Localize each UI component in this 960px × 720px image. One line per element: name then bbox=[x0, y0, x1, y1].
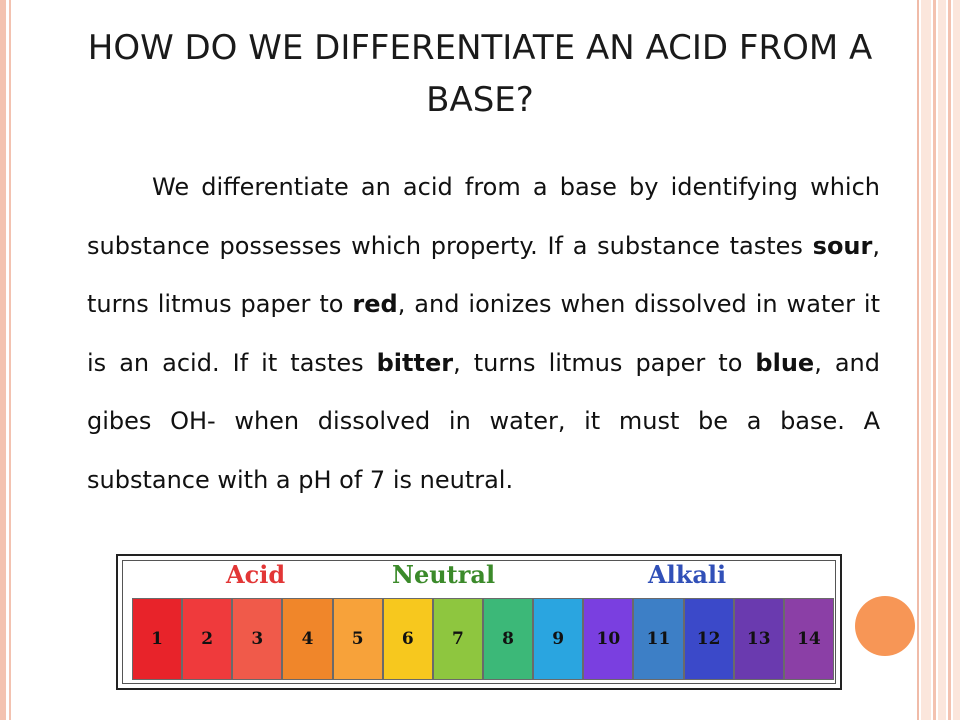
right-border-stripe bbox=[938, 0, 946, 720]
ph-cell-8: 8 bbox=[483, 598, 533, 680]
acid-label: Acid bbox=[226, 560, 286, 589]
ph-cell-14: 14 bbox=[784, 598, 834, 680]
right-border-stripe bbox=[953, 0, 960, 720]
emphasized-term: sour bbox=[812, 231, 873, 260]
ph-scale-image bbox=[116, 554, 842, 690]
ph-cell-3: 3 bbox=[232, 598, 282, 680]
emphasized-term: blue bbox=[755, 348, 815, 377]
right-border-stripe bbox=[933, 0, 936, 720]
ph-cell-12: 12 bbox=[684, 598, 734, 680]
right-border-stripe bbox=[948, 0, 951, 720]
ph-cell-11: 11 bbox=[633, 598, 683, 680]
alkali-label: Alkali bbox=[648, 560, 727, 589]
right-border-stripe bbox=[917, 0, 919, 720]
ph-cell-4: 4 bbox=[282, 598, 332, 680]
emphasized-term: bitter bbox=[376, 348, 454, 377]
ph-cell-6: 6 bbox=[383, 598, 433, 680]
ph-cell-13: 13 bbox=[734, 598, 784, 680]
left-border-stripe bbox=[0, 0, 6, 720]
left-border-stripe-thin bbox=[9, 0, 11, 720]
paragraph-text-run: , turns litmus paper to bbox=[87, 231, 880, 318]
paragraph-text-run: , and ionizes when dissolved in water it is an acid. If it tastes bbox=[87, 290, 880, 377]
slide-body-paragraph bbox=[87, 158, 880, 509]
ph-scale-bar bbox=[132, 598, 834, 680]
ph-cell-9: 9 bbox=[533, 598, 583, 680]
emphasized-term: red bbox=[352, 290, 398, 318]
paragraph-text-run: , and gibes OH- when dissolved in water, it must be a base. A substance with a pH of 7 is neutral. bbox=[87, 348, 880, 494]
ph-cell-2: 2 bbox=[182, 598, 232, 680]
right-border-stripe bbox=[921, 0, 931, 720]
ph-cell-10: 10 bbox=[583, 598, 633, 680]
neutral-label: Neutral bbox=[392, 560, 496, 589]
ph-cell-1: 1 bbox=[132, 598, 182, 680]
slide-title: HOW DO WE DIFFERENTIATE AN ACID FROM A BASE? bbox=[87, 28, 873, 120]
paragraph-text-run: We differentiate an acid from a base by identifying which substance possesses which property. If a substance tastes bbox=[87, 173, 880, 260]
ph-cell-5: 5 bbox=[333, 598, 383, 680]
ph-cell-7: 7 bbox=[433, 598, 483, 680]
decorative-circle bbox=[855, 596, 915, 656]
paragraph-text-run: , turns litmus paper to bbox=[453, 348, 756, 377]
